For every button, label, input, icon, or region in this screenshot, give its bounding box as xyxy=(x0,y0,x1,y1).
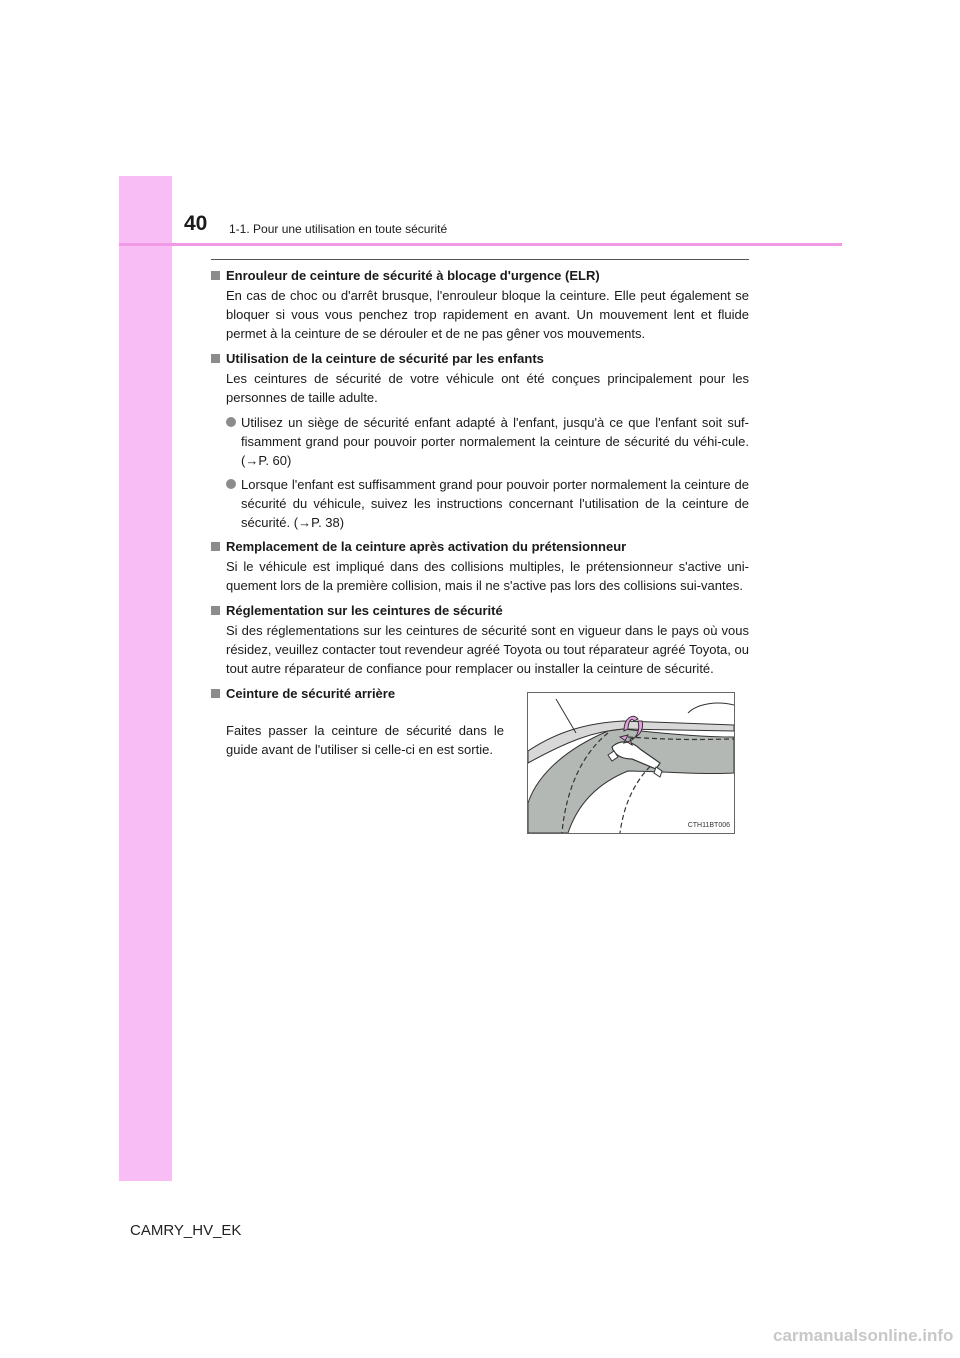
list-item-text: Utilisez un siège de sécurité enfant adapté à l'enfant, jusqu'à ce que l'enfant soit suf-fisamment grand pour pouvoir porter normalement la ceinture de sécurité du véhi-cule. (→P. 60) xyxy=(241,415,749,468)
square-bullet-icon xyxy=(211,606,220,615)
section-text: Si le véhicule est impliqué dans des collisions multiples, le prétensionneur s'active uni-quement lors de la première collision, mais il ne s'active pas lors des collisions sui-vantes. xyxy=(226,559,749,593)
section-children xyxy=(211,349,749,532)
watermark: carmanualsonline.info xyxy=(773,1326,954,1345)
section-elr xyxy=(211,266,749,343)
figure-code: CTH11BT006 xyxy=(687,822,730,829)
square-bullet-icon xyxy=(211,271,220,280)
side-tab xyxy=(119,176,172,1181)
section-text: Les ceintures de sécurité de votre véhicule ont été conçues principalement pour les personnes de taille adulte. xyxy=(226,371,749,405)
section-heading: Utilisation de la ceinture de sécurité par les enfants xyxy=(226,351,544,366)
section-regulations xyxy=(211,601,749,678)
section-heading: Enrouleur de ceinture de sécurité à blocage d'urgence (ELR) xyxy=(226,268,600,283)
content-top-rule xyxy=(211,259,749,260)
section-rear-belt xyxy=(211,684,749,829)
belt-guide-drawing xyxy=(528,693,734,833)
list-item xyxy=(226,413,749,470)
circle-bullet-icon xyxy=(226,417,236,427)
section-text: Faites passer la ceinture de sécurité dans le guide avant de l'utiliser si celle-ci en est sortie. xyxy=(226,723,504,757)
model-code: CAMRY_HV_EK xyxy=(130,1222,242,1239)
list-item xyxy=(226,475,749,532)
square-bullet-icon xyxy=(211,542,220,551)
square-bullet-icon xyxy=(211,354,220,363)
header-rule xyxy=(119,243,842,246)
circle-bullet-icon xyxy=(226,479,236,489)
section-heading: Remplacement de la ceinture après activation du prétensionneur xyxy=(226,539,627,554)
square-bullet-icon xyxy=(211,689,220,698)
section-heading: Réglementation sur les ceintures de sécurité xyxy=(226,603,503,618)
section-text: Si des réglementations sur les ceintures de sécurité sont en vigueur dans le pays où vous résidez, veuillez contacter tout revendeur agréé Toyota ou tout réparateur agréé Toyota, ou tout autre réparateur de confiance pour remplacer ou installer la ceinture de sécurité. xyxy=(226,623,749,676)
list-item-text: Lorsque l'enfant est suffisamment grand pour pouvoir porter normalement la ceinture de sécurité du véhicule, suivez les instructions concernant l'utilisation de la ceinture de sécurité. (→P. 38) xyxy=(241,477,749,530)
section-text: En cas de choc ou d'arrêt brusque, l'enrouleur bloque la ceinture. Elle peut également se bloquer si vous vous penchez trop rapidement en avant. Un mouvement lent et fluide permet à la ceinture de se dérouler et de ne pas gêner vos mouvements. xyxy=(226,288,749,341)
page-content xyxy=(211,266,749,829)
section-heading: Ceinture de sécurité arrière xyxy=(226,686,396,701)
section-pretensioner xyxy=(211,537,749,595)
page-number: 40 xyxy=(184,212,208,235)
section-title: 1-1. Pour une utilisation en toute sécurité xyxy=(229,222,448,236)
belt-guide-illustration xyxy=(527,692,735,834)
